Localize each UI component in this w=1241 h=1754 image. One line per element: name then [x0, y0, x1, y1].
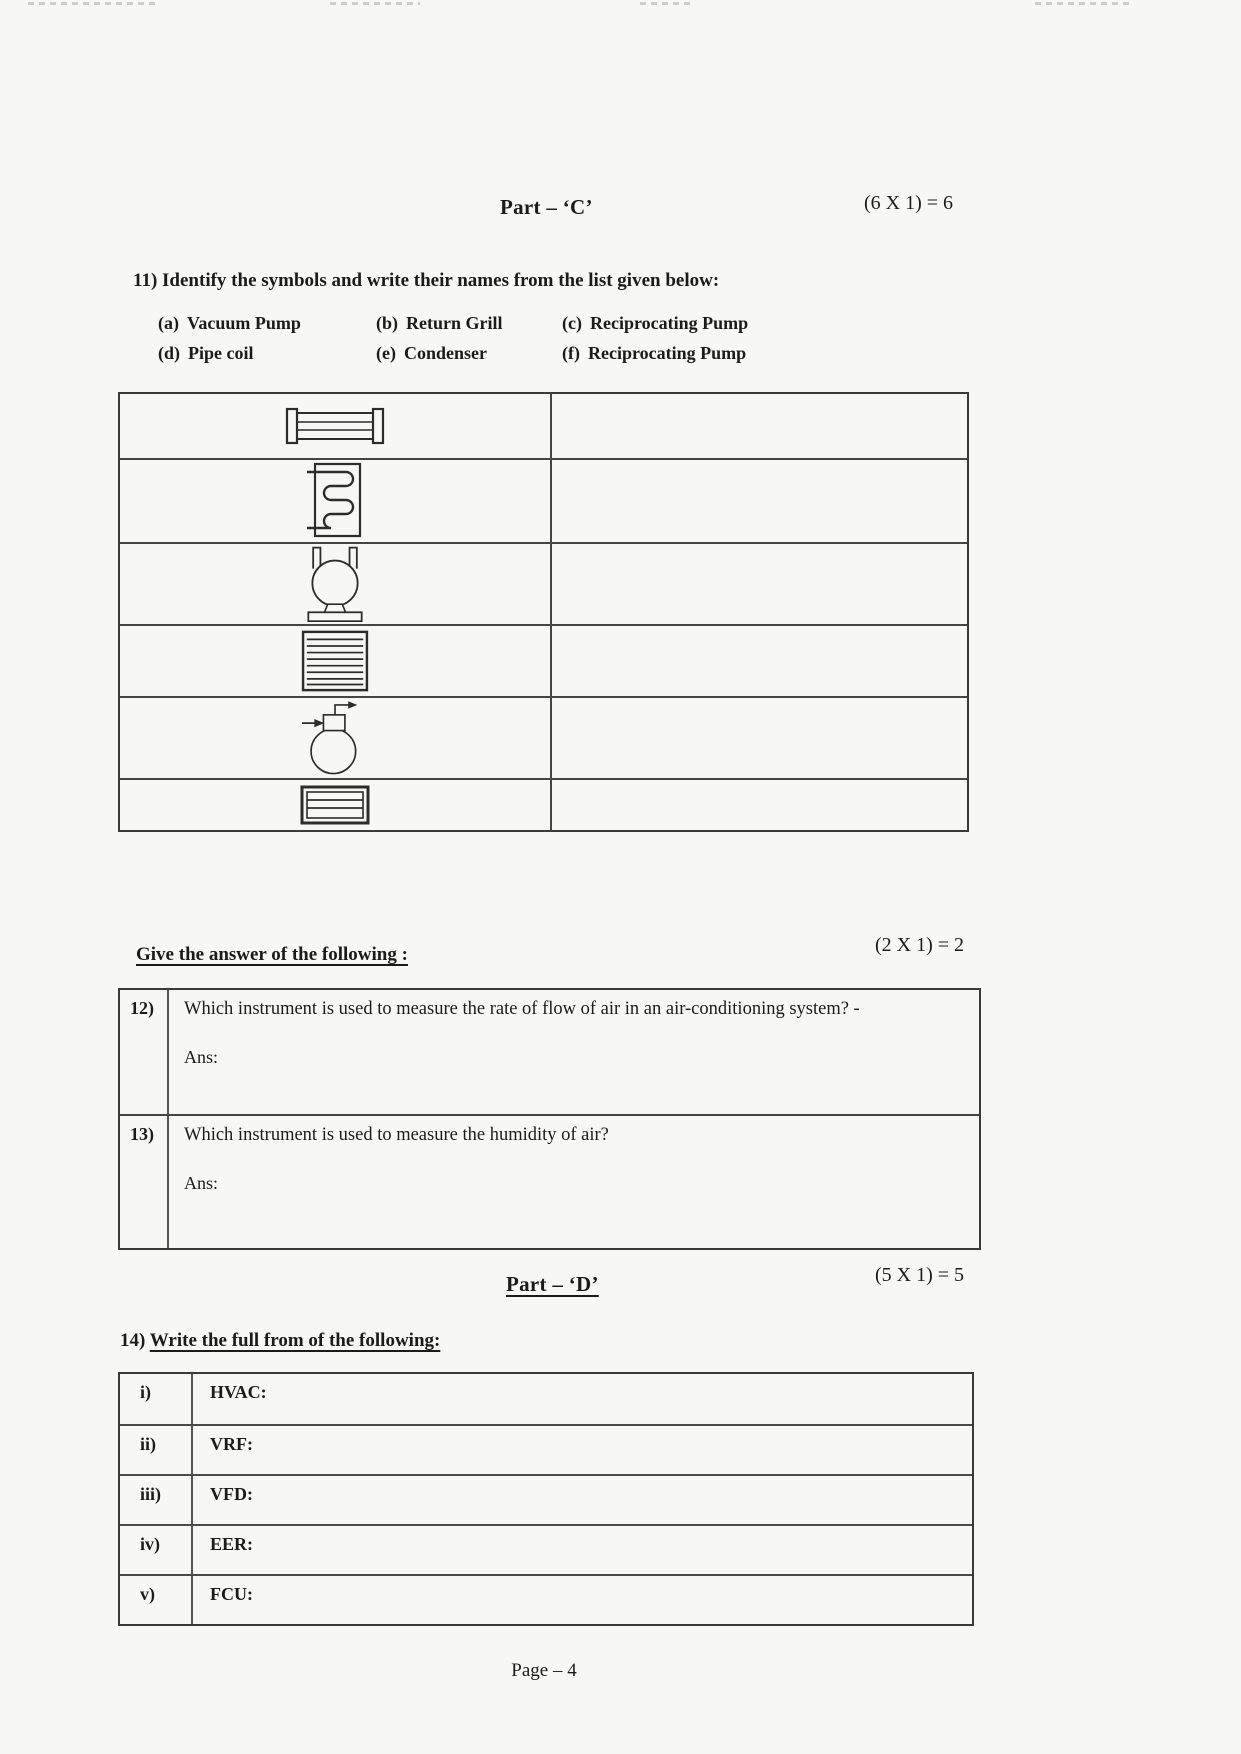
symbol-answer-cell-2 [552, 460, 967, 542]
option-d [158, 340, 376, 367]
question-14-number: 14) [120, 1330, 146, 1351]
question-11-heading [133, 270, 719, 292]
part-c-title: Part – ‘C’ [500, 195, 593, 219]
part-c-marks: (6 X 1) = 6 [864, 192, 954, 214]
symbol-row-5 [120, 696, 967, 778]
symbol-row-3 [120, 542, 967, 624]
option-c-label: (c) [562, 313, 582, 333]
full-form-row-ii [120, 1424, 972, 1474]
question-14-text: Write the full from of the following: [149, 1330, 441, 1351]
row-iv-label: iv) [120, 1526, 193, 1574]
question-12-ans-label: Ans: [184, 1047, 219, 1067]
full-form-row-iv [120, 1524, 972, 1574]
question-11-number: 11) [133, 270, 158, 291]
question-11-text: Identify the symbols and write their names from the list given below: [162, 270, 720, 291]
option-list [158, 310, 892, 367]
question-13-text: Which instrument is used to measure the humidity of air? [184, 1125, 609, 1145]
row-v-label: v) [120, 1576, 193, 1624]
page-number: Page – 4 [511, 1660, 577, 1681]
option-b [376, 310, 562, 337]
pump-on-base-symbol [302, 546, 368, 622]
symbol-row-6 [120, 778, 967, 830]
option-f-label: (f) [562, 343, 580, 363]
symbol-cell-3 [120, 544, 552, 624]
row-i-label: i) [120, 1374, 193, 1424]
symbol-table [118, 392, 969, 832]
section2-marks: (2 X 1) = 2 [875, 934, 965, 956]
symbol-answer-cell-4 [552, 626, 967, 696]
question-12-body [169, 990, 979, 1114]
part-d-marks: (5 X 1) = 5 [875, 1264, 965, 1286]
symbol-row-4 [120, 624, 967, 696]
option-f-text: Reciprocating Pump [587, 343, 747, 363]
question-12-row [120, 990, 979, 1114]
question-13-ans-label: Ans: [184, 1173, 219, 1193]
full-form-row-i [120, 1374, 972, 1424]
full-form-row-iii [120, 1474, 972, 1524]
pipe-coil-symbol [306, 462, 364, 540]
question-12-text: Which instrument is used to measure the rate of flow of air in an air-conditioning system? - [184, 999, 860, 1019]
question-12-number: 12) [120, 990, 169, 1114]
scan-artifact [640, 2, 695, 5]
symbol-row-1 [120, 394, 967, 458]
vacuum-pump-symbol [296, 700, 374, 776]
part-d-title: Part – ‘D’ [506, 1272, 599, 1296]
row-iv-term: EER: [210, 1534, 254, 1554]
option-b-label: (b) [376, 313, 398, 333]
option-b-text: Return Grill [406, 313, 503, 333]
option-f [562, 340, 892, 367]
question-13-row [120, 1114, 979, 1248]
row-v-term: FCU: [210, 1584, 253, 1604]
symbol-cell-5 [120, 698, 552, 778]
row-iii-label: iii) [120, 1476, 193, 1524]
option-a [158, 310, 376, 337]
option-d-text: Pipe coil [188, 343, 254, 363]
symbol-cell-2 [120, 460, 552, 542]
row-ii-label: ii) [120, 1426, 193, 1474]
grill-symbol [300, 630, 370, 692]
option-c-text: Reciprocating Pump [589, 313, 749, 333]
question-13-number: 13) [120, 1116, 169, 1248]
row-i-term: HVAC: [210, 1382, 267, 1402]
question-table [118, 988, 981, 1250]
option-d-label: (d) [158, 343, 180, 363]
symbol-answer-cell-1 [552, 394, 967, 458]
symbol-row-2 [120, 458, 967, 542]
option-e-label: (e) [376, 343, 396, 363]
return-grill-symbol [300, 785, 370, 825]
option-e-text: Condenser [403, 343, 487, 363]
row-iii-term: VFD: [210, 1484, 253, 1504]
give-answer-heading: Give the answer of the following : [136, 944, 408, 965]
symbol-cell-4 [120, 626, 552, 696]
symbol-answer-cell-5 [552, 698, 967, 778]
scan-artifact [330, 2, 420, 5]
option-a-text: Vacuum Pump [187, 313, 301, 333]
full-form-row-v [120, 1574, 972, 1624]
question-14-heading [120, 1330, 440, 1352]
finned-tube-condenser-symbol [285, 406, 385, 446]
scan-artifact [28, 2, 158, 5]
row-ii-term: VRF: [210, 1434, 253, 1454]
option-e [376, 340, 562, 367]
scan-artifact [1035, 2, 1130, 5]
symbol-answer-cell-6 [552, 780, 967, 830]
full-form-table [118, 1372, 974, 1626]
symbol-cell-6 [120, 780, 552, 830]
question-13-body [169, 1116, 979, 1248]
option-c [562, 310, 892, 337]
symbol-answer-cell-3 [552, 544, 967, 624]
option-a-label: (a) [158, 313, 179, 333]
symbol-cell-1 [120, 394, 552, 458]
